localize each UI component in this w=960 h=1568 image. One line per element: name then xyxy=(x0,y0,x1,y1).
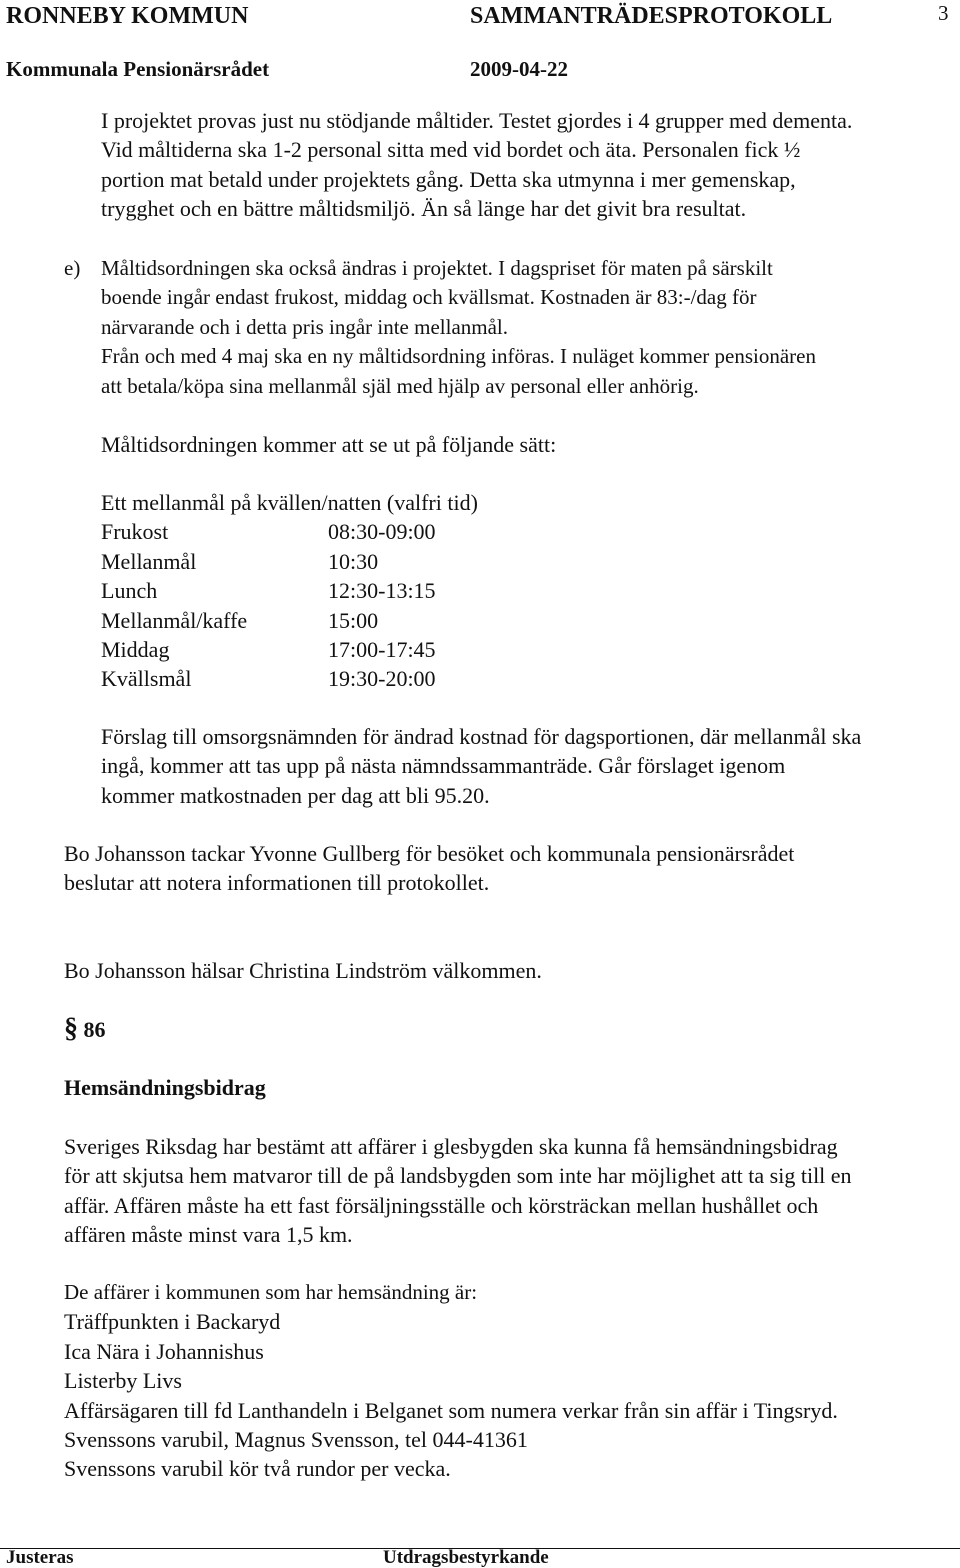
footer-utdragsbestyrkande: Utdragsbestyrkande xyxy=(383,1547,549,1568)
text-line: att betala/köpa sina mellanmål själ med hjälp av personal eller anhörig. xyxy=(101,373,699,398)
shop-item: Svenssons varubil, Magnus Svensson, tel 044-41361 xyxy=(64,1427,528,1453)
meal-time: 10:30 xyxy=(328,548,379,574)
intro-paragraph xyxy=(101,106,852,224)
page-number: 3 xyxy=(938,1,949,25)
text-line: boende ingår endast frukost, middag och kvällsmat. Kostnaden är 83:-/dag för xyxy=(101,285,757,310)
meal-name: Mellanmål/kaffe xyxy=(101,607,248,633)
text-line: för att skjutsa hem matvaror till de på landsbygden som inte har möjlighet att ta sig till en xyxy=(64,1163,852,1189)
shop-item: Ica Nära i Johannishus xyxy=(64,1338,264,1364)
text-line: beslutar att notera informationen till protokollet. xyxy=(64,870,490,896)
shop-item: Listerby Livs xyxy=(64,1368,182,1394)
text-line: trygghet och en bättre måltidsmiljö. Än så länge har det givit bra resultat. xyxy=(101,196,747,222)
footer-justeras: Justeras xyxy=(6,1547,74,1568)
text-line: Vid måltiderna ska 1-2 personal sitta med vid bordet och äta. Personalen fick ½ xyxy=(101,137,801,163)
council-name: Kommunala Pensionärsrådet xyxy=(6,57,270,81)
welcome-line: Bo Johansson hälsar Christina Lindström välkommen. xyxy=(64,958,542,983)
document-type: SAMMANTRÄDESPROTOKOLL xyxy=(470,3,833,29)
schedule-row xyxy=(101,635,478,664)
shops-section xyxy=(64,1278,838,1484)
schedule-intro: Måltidsordningen kommer att se ut på följande sätt: xyxy=(101,432,557,457)
text-line: affären måste minst vara 1,5 km. xyxy=(64,1222,353,1248)
schedule-row xyxy=(101,664,478,693)
text-line: portion mat betald under projektets gång. Detta ska utmynna i mer gemenskap, xyxy=(101,166,796,192)
municipality-name: RONNEBY KOMMUN xyxy=(6,3,249,29)
meeting-date: 2009-04-22 xyxy=(470,57,568,81)
shops-heading: De affärer i kommunen som har hemsändning är: xyxy=(64,1280,478,1304)
meal-name: Kvällsmål xyxy=(101,666,192,692)
text-line: närvarande och i detta pris ingår inte mellanmål. xyxy=(101,314,509,339)
shop-item: Träffpunkten i Backaryd xyxy=(64,1309,281,1335)
proposal-paragraph xyxy=(101,722,861,810)
item-e-paragraph xyxy=(101,254,816,401)
schedule-row xyxy=(101,576,478,605)
meal-name: Frukost xyxy=(101,519,169,545)
text-line: Måltidsordningen ska också ändras i projektet. I dagspriset för maten på särskilt xyxy=(101,256,773,280)
meal-name: Middag xyxy=(101,636,170,662)
schedule-heading: Ett mellanmål på kvällen/natten (valfri tid) xyxy=(101,490,478,515)
shop-item: Svenssons varubil kör två rundor per vecka. xyxy=(64,1456,451,1482)
schedule-row xyxy=(101,547,478,576)
schedule-row xyxy=(101,606,478,635)
meal-time: 12:30-13:15 xyxy=(328,578,436,604)
schedule-row xyxy=(101,517,478,546)
meal-schedule xyxy=(101,488,478,694)
section-title: Hemsändningsbidrag xyxy=(64,1075,266,1100)
decision-paragraph xyxy=(64,839,794,898)
item-e-marker: e) xyxy=(64,256,81,280)
meal-time: 17:00-17:45 xyxy=(328,636,436,662)
riksdag-paragraph xyxy=(64,1132,852,1250)
shop-item: Affärsägaren till fd Lanthandeln i Belganet som numera verkar från sin affär i Tingsryd. xyxy=(64,1397,838,1423)
section-number xyxy=(64,1012,106,1047)
meal-name: Lunch xyxy=(101,578,158,604)
text-line: Bo Johansson tackar Yvonne Gullberg för besöket och kommunala pensionärsrådet xyxy=(64,841,795,866)
meal-time: 08:30-09:00 xyxy=(328,519,436,545)
meal-time: 15:00 xyxy=(328,607,379,633)
text-line: I projektet provas just nu stödjande måltider. Testet gjordes i 4 grupper med dementa. xyxy=(101,108,853,133)
text-line: kommer matkostnaden per dag att bli 95.20. xyxy=(101,782,490,808)
text-line: Från och med 4 maj ska en ny måltidsordning införas. I nuläget kommer pensionären xyxy=(101,344,816,369)
text-line: ingå, kommer att tas upp på nästa nämndssammanträde. Går förslaget igenom xyxy=(101,753,786,779)
text-line: Förslag till omsorgsnämnden för ändrad kostnad för dagsportionen, där mellanmål ska xyxy=(101,724,862,749)
meal-name: Mellanmål xyxy=(101,548,197,574)
text-line: affär. Affären måste ha ett fast försäljningsställe och körsträckan mellan hushållet och xyxy=(64,1192,819,1218)
paragraph-symbol: § xyxy=(64,1013,78,1044)
section-number-value: 86 xyxy=(83,1017,106,1042)
text-line: Sveriges Riksdag har bestämt att affärer i glesbygden ska kunna få hemsändningsbidrag xyxy=(64,1134,838,1159)
meal-time: 19:30-20:00 xyxy=(328,666,436,692)
